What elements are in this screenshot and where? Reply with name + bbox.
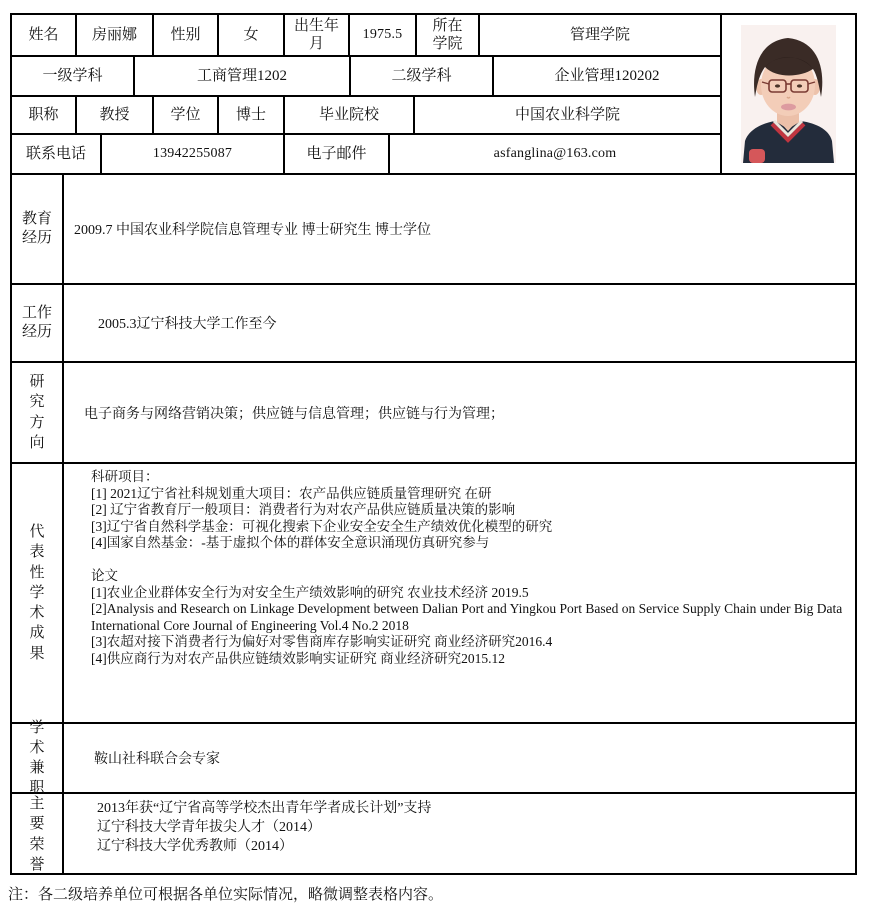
college-label: 所在学院 (417, 15, 480, 55)
project-item: [1] 2021辽宁省社科规划重大项目：农产品供应链质量管理研究 在研 (91, 485, 492, 501)
email-label: 电子邮件 (285, 135, 390, 173)
project-item: [4]国家自然基金：-基于虚拟个体的群体安全意识涌现仿真研究参与 (91, 535, 490, 551)
section-work (12, 285, 855, 363)
blank-line (91, 552, 847, 568)
section-honors (12, 794, 855, 875)
paper-item: [3]农超对接下消费者行为偏好对零售商库存影响实证研究 商业经济研究2016.4 (91, 634, 553, 650)
degree-label: 学位 (154, 97, 219, 133)
section-work-label: 工作经历 (12, 285, 64, 361)
header-row-3 (12, 97, 720, 135)
section-education-content (64, 175, 855, 283)
section-achievements-label: 代表性学术成果 (12, 464, 64, 722)
title-value: 教授 (77, 97, 154, 133)
email-value: asfanglina@163.com (493, 145, 617, 161)
gender-label: 性别 (154, 15, 219, 55)
section-achievements (12, 464, 855, 724)
section-work-content (64, 285, 855, 361)
position-entry: 鞍山社科联合会专家 (94, 752, 220, 767)
paper-item: [2]Analysis and Research on Linkage Development between Dalian Port and Yingkou Port Based on Service Supply Chain under Big Data International Core Journal of Engineering Vol.4 No.2 2018 (91, 601, 849, 633)
birth-value: 1975.5 (350, 15, 417, 55)
name-value: 房丽娜 (77, 15, 154, 55)
title-label: 职称 (12, 97, 77, 133)
header-section (12, 15, 855, 175)
section-honors-label: 主要荣誉 (12, 794, 64, 875)
papers-title: 论文 (91, 567, 118, 583)
discipline2-label: 二级学科 (351, 57, 494, 95)
college-value: 管理学院 (569, 27, 630, 43)
profile-table (10, 13, 857, 875)
name-label: 姓名 (12, 15, 77, 55)
section-academic-positions (12, 719, 855, 797)
graduate-school-value: 中国农业科学院 (514, 107, 620, 123)
paper-item: [4]供应商行为对农产品供应链绩效影响实证研究 商业经济研究2015.12 (91, 650, 505, 666)
work-entry: 2005.3辽宁科技大学工作至今 (98, 317, 277, 332)
section-honors-content (64, 794, 855, 875)
honor-item: 辽宁科技大学优秀教师（2014） (97, 839, 293, 854)
header-row-1 (12, 15, 720, 57)
projects-title: 科研项目： (91, 469, 159, 484)
phone-label: 联系电话 (12, 135, 102, 173)
section-research-content (64, 363, 855, 462)
discipline2-value: 企业管理120202 (554, 68, 660, 84)
honor-item: 辽宁科技大学青年拔尖人才（2014） (97, 820, 321, 835)
graduate-school-label: 毕业院校 (285, 97, 415, 133)
header-row-4 (12, 135, 720, 173)
section-academic-positions-content (64, 724, 855, 792)
degree-value: 博士 (219, 97, 285, 133)
section-research-label: 研究方向 (12, 363, 64, 462)
footer-note: 注：各二级培养单位可根据各单位实际情况，略微调整表格内容。 (8, 887, 444, 903)
gender-value: 女 (219, 15, 285, 55)
section-education-label: 教育经历 (12, 175, 64, 283)
section-achievements-content (64, 464, 855, 722)
discipline1-value: 工商管理1202 (135, 57, 351, 95)
research-directions: 电子商务与网络营销决策；供应链与信息管理；供应链与行为管理； (84, 406, 504, 422)
project-item: [3]辽宁省自然科学基金：可视化搜索下企业安全安全生产绩效优化模型的研究 (91, 518, 553, 534)
section-education (12, 175, 855, 285)
discipline1-label: 一级学科 (12, 57, 135, 95)
section-research (12, 363, 855, 464)
header-fields (12, 15, 722, 173)
education-entry: 2009.7 中国农业科学院信息管理专业 博士研究生 博士学位 (74, 223, 431, 238)
portrait-photo (741, 25, 836, 163)
birth-label: 出生年月 (285, 15, 350, 55)
section-academic-positions-label: 学术兼职 (12, 724, 64, 792)
photo-cell (722, 15, 855, 173)
project-item: [2] 辽宁省教育厅一般项目：消费者行为对农产品供应链质量决策的影响 (91, 502, 516, 518)
phone-value: 13942255087 (102, 135, 285, 173)
honor-item: 2013年获“辽宁省高等学校杰出青年学者成长计划”支持 (97, 801, 432, 816)
header-row-2 (12, 57, 720, 97)
paper-item: [1]农业企业群体安全行为对安全生产绩效影响的研究 农业技术经济 2019.5 (91, 584, 529, 600)
